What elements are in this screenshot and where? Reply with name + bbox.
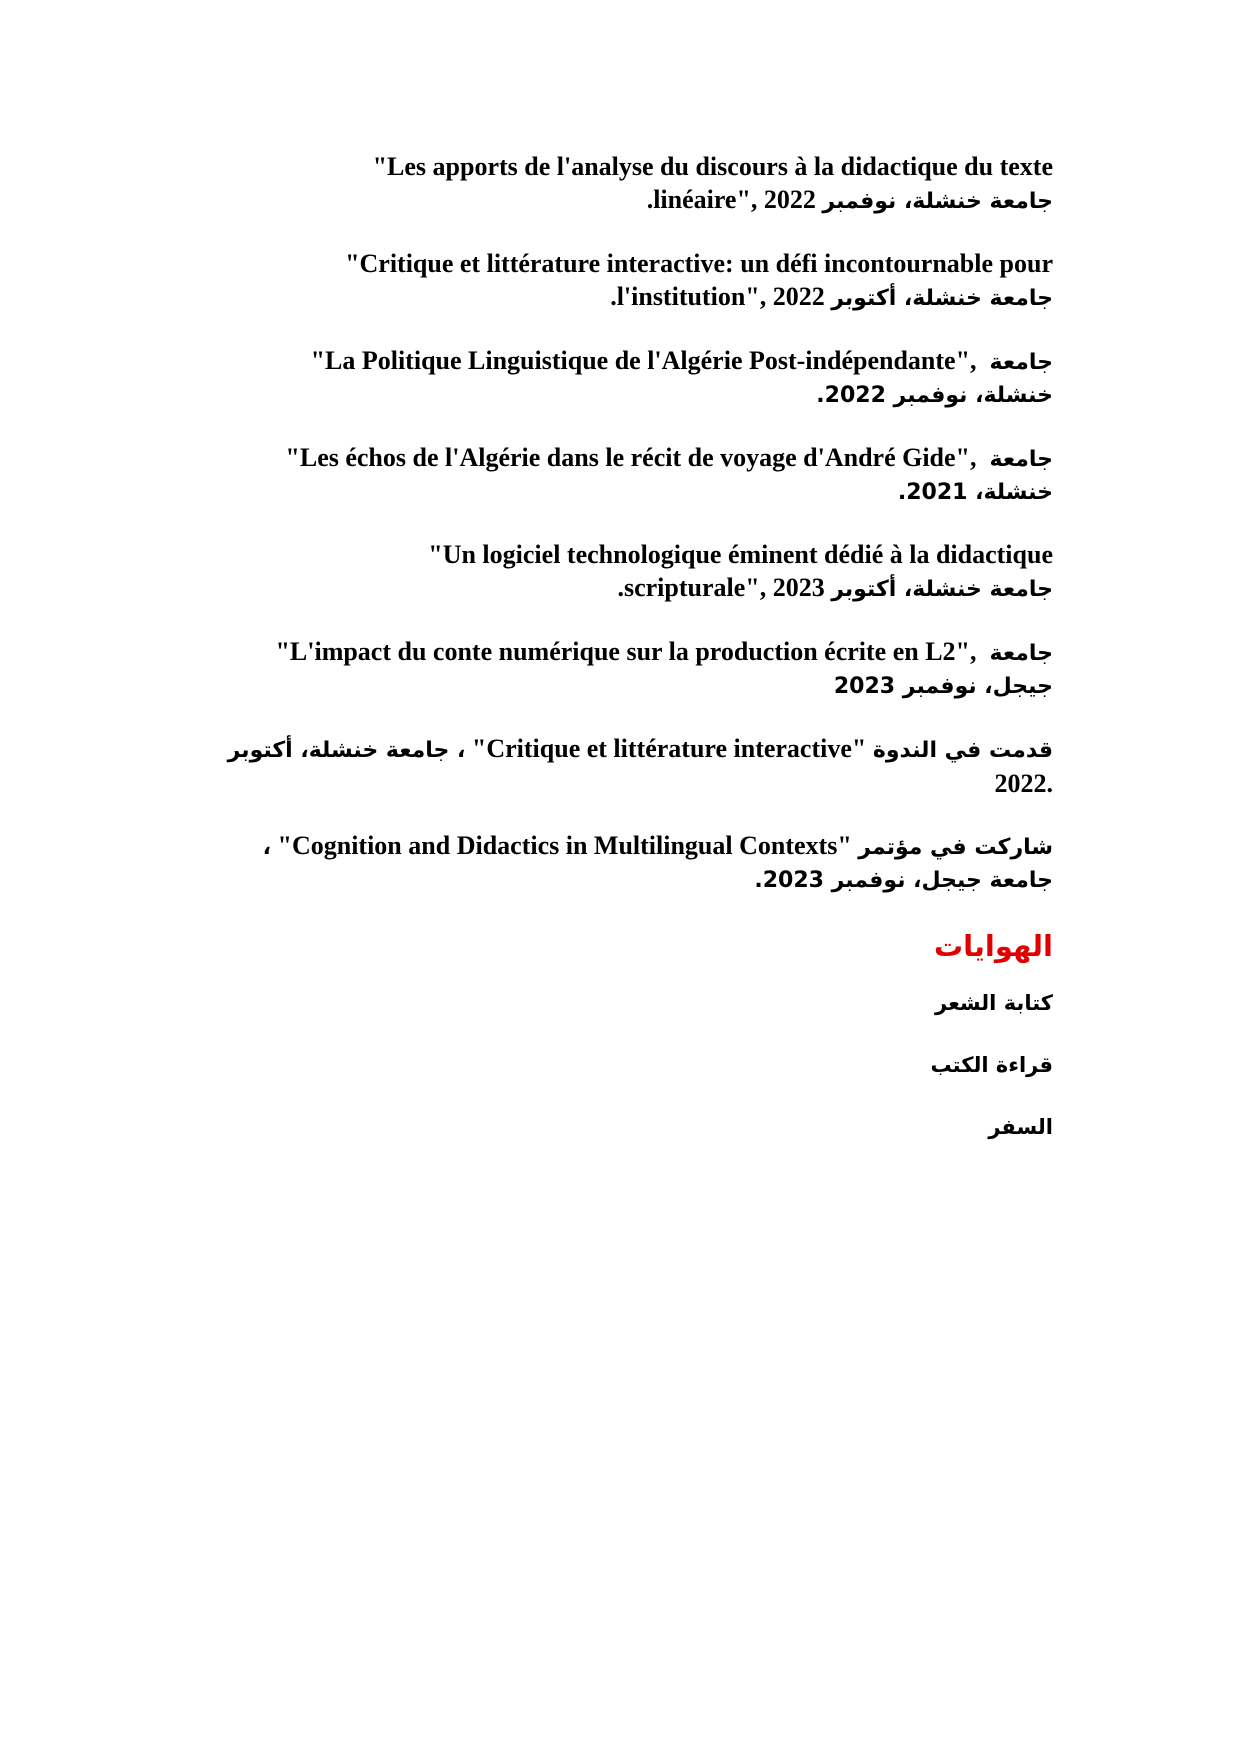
entry-title-line [153,732,1053,767]
hobbies-heading: الهوايات [933,929,1053,963]
entry-detail-line: خنشلة، 2021. [897,480,1053,505]
publication-entry [153,538,1053,606]
entry-detail-line: جامعة خنشلة، أكتوبر l'institution", 2022. [610,282,1053,311]
entry-latin-text: "L'impact du conte numérique sur la production écrite en L2", [275,637,977,666]
document-content [153,150,1053,1174]
entry-latin-text: l'institution", 2022 [616,282,825,311]
entry-title-line: "Un logiciel technologique éminent dédié à la didactique [428,540,1053,569]
entry-latin-text: scripturale", 2023 [623,573,825,602]
entry-latin-text: "Les échos de l'Algérie dans le récit de voyage d'André Gide", [285,443,977,472]
publication-entry [153,441,1053,509]
entry-detail-line: 2022. [994,769,1053,798]
entry-detail-line: جامعة خنشلة، نوفمبر linéaire", 2022. [646,185,1053,214]
entry-arabic-text: جامعة خنشلة، أكتوبر [831,577,1053,602]
publication-entry [153,150,1053,218]
entry-latin-text: "Critique et littérature interactive" [471,734,867,763]
entry-title-line [153,635,1053,670]
entry-arabic-text: ، [262,835,272,860]
entry-arabic-text: جامعة [989,447,1053,472]
hobby-item: كتابة الشعر [935,991,1053,1015]
entry-title-line [153,829,1053,864]
entry-detail-line: جامعة جيجل، نوفمبر 2023. [754,868,1053,893]
entry-arabic-text: جامعة خنشلة، نوفمبر [822,189,1053,214]
entry-latin-text: "La Politique Linguistique de l'Algérie Post-indépendante", [310,346,977,375]
publication-entry [153,635,1053,703]
entry-title-line: "Critique et littérature interactive: un défi incontournable pour [345,249,1053,278]
conference-entry [153,829,1053,897]
entry-arabic-text: ، جامعة خنشلة، أكتوبر [227,738,466,763]
entry-arabic-text: شاركت في مؤتمر [858,835,1053,860]
conference-entry [153,732,1053,800]
entry-latin-text: linéaire", 2022 [653,185,816,214]
entry-detail-line: جيجل، نوفمبر 2023 [833,674,1053,699]
entry-title-line [153,344,1053,379]
entry-detail-line: خنشلة، نوفمبر 2022. [816,383,1053,408]
entry-latin-text: "Cognition and Didactics in Multilingual Contexts" [277,831,852,860]
entry-arabic-text: قدمت في الندوة [872,738,1053,763]
entry-detail-line: جامعة خنشلة، أكتوبر scripturale", 2023. [617,573,1053,602]
publication-entry [153,247,1053,315]
entry-title-line [153,441,1053,476]
entry-title-line: "Les apports de l'analyse du discours à la didactique du texte [372,152,1053,181]
publication-entry [153,344,1053,412]
hobby-item: السفر [988,1115,1053,1139]
entry-arabic-text: جامعة [989,350,1053,375]
hobby-item: قراءة الكتب [930,1053,1053,1077]
entry-arabic-text: جامعة خنشلة، أكتوبر [831,286,1053,311]
entry-arabic-text: جامعة [989,641,1053,666]
